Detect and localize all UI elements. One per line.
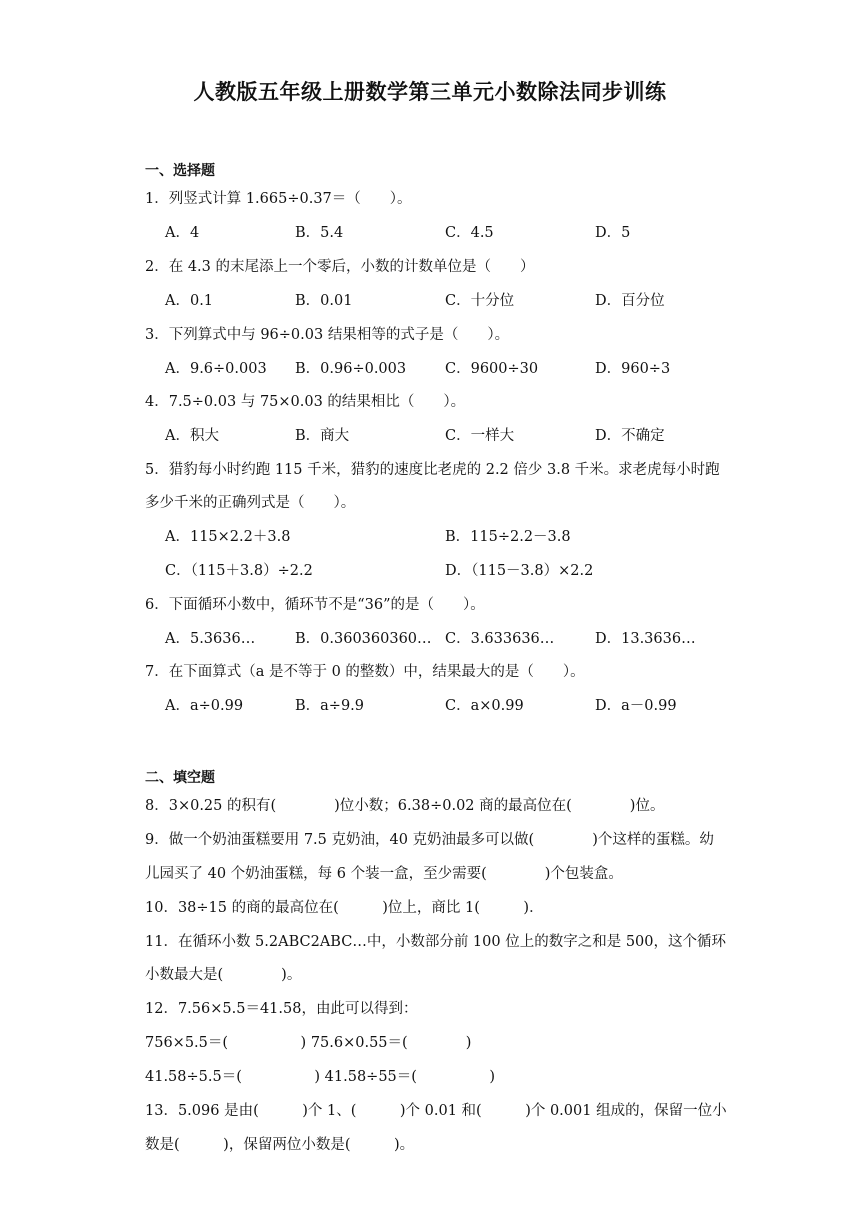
option-a: A．5.3636… <box>165 631 256 647</box>
question-5-line-1: 5．猎豹每小时约跑 115 千米，猎豹的速度比老虎的 2.2 倍少 3.8 千米。求老虎每小时跑 <box>145 462 720 478</box>
option-a: A．115×2.2＋3.8 <box>165 529 291 545</box>
option-c: C．一样大 <box>445 428 515 444</box>
option-b: B．商大 <box>295 428 350 444</box>
option-d: D．（115－3.8）×2.2 <box>445 563 594 579</box>
option-c: C．9600÷30 <box>445 361 539 377</box>
option-c: C．3.633636… <box>445 631 555 647</box>
option-b: B．a÷9.9 <box>295 698 365 714</box>
expression-75.6x0.55: 75.6×0.55＝( ) <box>310 1035 472 1051</box>
option-a: A．a÷0.99 <box>165 698 244 714</box>
question-2: 2．在 4.3 的末尾添上一个零后，小数的计数单位是（ ） <box>145 259 535 275</box>
question-5-options-row-1 <box>165 525 725 545</box>
section-heading-fill: 二、填空题 <box>145 770 215 786</box>
question-13-line-1: 13．5.096 是由( )个 1、( )个 0.01 和( )个 0.001 组成的，保留一位小 <box>145 1103 727 1119</box>
page-title: 人教版五年级上册数学第三单元小数除法同步训练 <box>193 79 667 104</box>
option-d: D．a－0.99 <box>595 698 677 714</box>
question-5-line-2: 多少千米的正确列式是（ ）。 <box>145 495 356 511</box>
question-10: 10．38÷15 的商的最高位在( )位上，商比 1( )． <box>145 900 544 916</box>
question-13-line-2: 数是( )，保留两位小数是( )。 <box>145 1137 415 1153</box>
question-8: 8．3×0.25 的积有( )位小数；6.38÷0.02 商的最高位在( )位。 <box>145 798 665 814</box>
question-11-line-1: 11．在循环小数 5.2ABC2ABC…中，小数部分前 100 位上的数字之和是 500，这个循环 <box>145 934 727 950</box>
expression-41.58div55: 41.58÷55＝( ) <box>324 1069 496 1085</box>
question-7: 7．在下面算式（a 是不等于 0 的整数）中，结果最大的是（ ）。 <box>145 664 585 680</box>
question-5-options-row-2 <box>165 559 725 579</box>
question-6-options <box>165 627 725 647</box>
question-7-options <box>165 694 725 714</box>
question-2-options <box>165 289 725 309</box>
option-b: B．5.4 <box>295 225 344 241</box>
question-12-line-3 <box>145 1065 495 1086</box>
option-b: B．115÷2.2－3.8 <box>445 529 571 545</box>
question-11-line-2: 小数最大是( )。 <box>145 967 302 983</box>
question-4-options <box>165 424 725 444</box>
question-1: 1．列竖式计算 1.665÷0.37＝（ ）。 <box>145 191 412 207</box>
question-12-line-2 <box>145 1031 471 1052</box>
option-d: D．960÷3 <box>595 361 671 377</box>
question-4: 4．7.5÷0.03 与 75×0.03 的结果相比（ ）。 <box>145 394 466 410</box>
question-9-line-1: 9．做一个奶油蛋糕要用 7.5 克奶油，40 克奶油最多可以做( )个这样的蛋糕。幼 <box>145 832 714 848</box>
option-c: C．a×0.99 <box>445 698 524 714</box>
question-12-line-1: 12．7.56×5.5＝41.58，由此可以得到： <box>145 1001 418 1017</box>
question-3-options <box>165 357 725 377</box>
option-b: B．0.360360360… <box>295 631 432 647</box>
option-b: B．0.96÷0.003 <box>295 361 407 377</box>
option-d: D．13.3636… <box>595 631 696 647</box>
option-d: D．不确定 <box>595 428 665 444</box>
question-9-line-2: 儿园买了 40 个奶油蛋糕，每 6 个装一盒，至少需要( )个包装盒。 <box>145 866 623 882</box>
option-a: A．4 <box>165 225 200 241</box>
option-a: A．积大 <box>165 428 219 444</box>
question-1-options <box>165 221 725 241</box>
expression-756x5.5: 756×5.5＝( ) <box>145 1035 307 1051</box>
option-c: C．（115＋3.8）÷2.2 <box>165 563 313 579</box>
section-heading-choice: 一、选择题 <box>145 163 215 179</box>
option-c: C．4.5 <box>445 225 494 241</box>
question-3: 3．下列算式中与 96÷0.03 结果相等的式子是（ ）。 <box>145 327 510 343</box>
expression-41.58div5.5: 41.58÷5.5＝( ) <box>145 1069 321 1085</box>
option-d: D．5 <box>595 225 631 241</box>
option-d: D．百分位 <box>595 293 665 309</box>
question-6: 6．下面循环小数中，循环节不是“36”的是（ ）。 <box>145 597 485 613</box>
option-c: C．十分位 <box>445 293 515 309</box>
option-a: A．0.1 <box>165 293 214 309</box>
option-a: A．9.6÷0.003 <box>165 361 267 377</box>
option-b: B．0.01 <box>295 293 353 309</box>
